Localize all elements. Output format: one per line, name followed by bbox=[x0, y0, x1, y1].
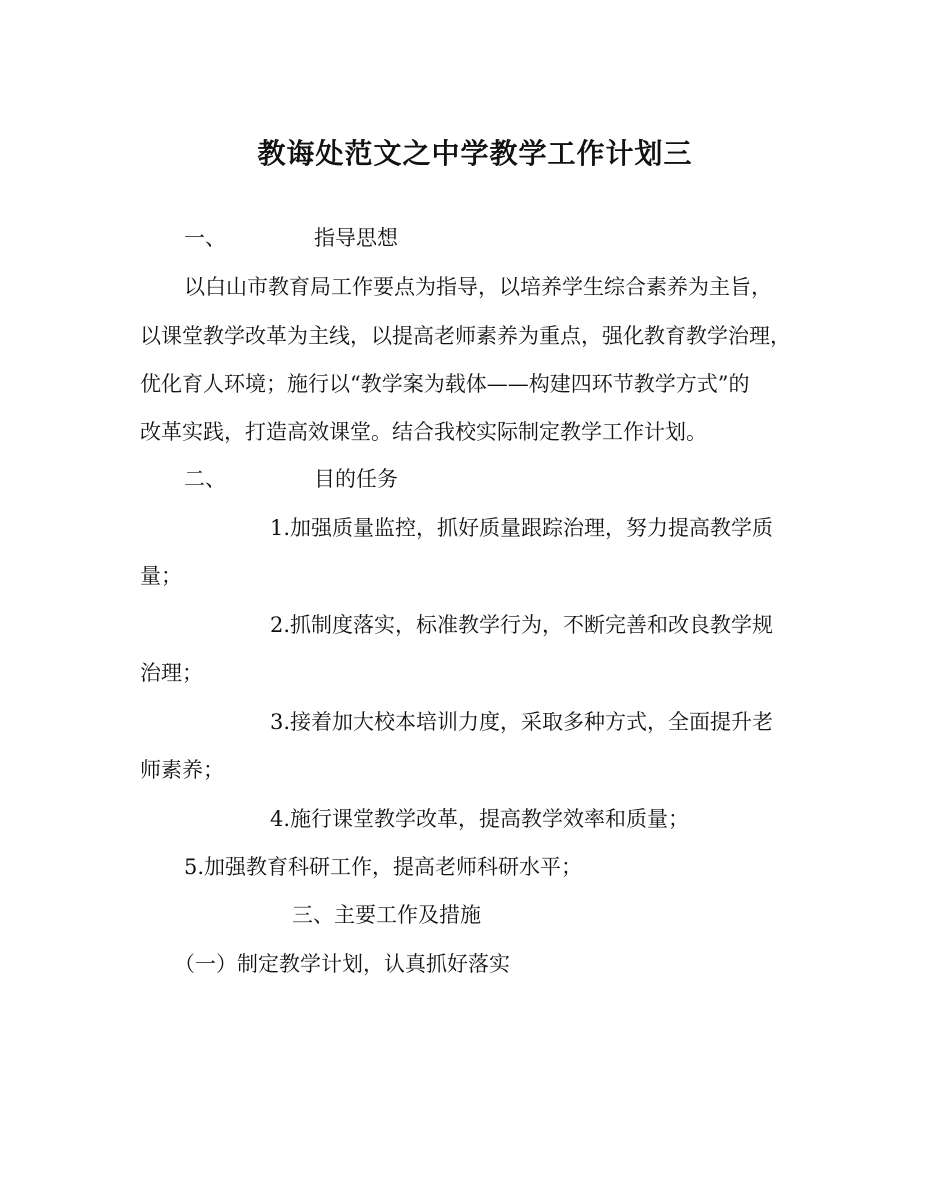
section-heading-guiding-ideology bbox=[184, 223, 398, 253]
task-item-5: 5.加强教育科研工作，提高老师科研水平； bbox=[184, 855, 583, 879]
section-title: 目的任务 bbox=[314, 467, 398, 491]
task-item-3: 3.接着加大校本培训力度，采取多种方式，全面提升老 bbox=[270, 710, 774, 734]
task-item-4: 4.施行课堂教学改革，提高教学效率和质量； bbox=[270, 807, 690, 831]
paragraph-line: 以白山市教育局工作要点为指导，以培养学生综合素养为主旨， bbox=[184, 275, 772, 299]
paragraph-line: 优化育人环境；施行以“教学案为载体——构建四环节教学方式”的 bbox=[140, 372, 750, 396]
paragraph-line: 改革实践，打造高效课堂。结合我校实际制定教学工作计划。 bbox=[140, 420, 707, 444]
subsection-heading: （一）制定教学计划，认真抓好落实 bbox=[174, 952, 510, 976]
task-item-1: 1.加强质量监控，抓好质量跟踪治理，努力提高教学质 bbox=[270, 516, 774, 540]
task-item-2-continued: 治理； bbox=[140, 661, 203, 685]
section-number: 一、 bbox=[184, 226, 226, 250]
section-number: 二、 bbox=[184, 467, 226, 491]
section-title: 指导思想 bbox=[314, 226, 398, 250]
task-item-1-continued: 量； bbox=[140, 564, 182, 588]
task-item-2: 2.抓制度落实，标准教学行为，不断完善和改良教学规 bbox=[270, 613, 774, 637]
task-item-3-continued: 师素养； bbox=[140, 758, 224, 782]
section-heading-objectives bbox=[184, 464, 398, 494]
document-title: 教诲处范文之中学教学工作计划三 bbox=[257, 137, 693, 170]
paragraph-line: 以课堂教学改革为主线，以提高老师素养为重点，强化教育教学治理， bbox=[140, 324, 791, 348]
section-heading-main-work: 三、主要工作及措施 bbox=[292, 903, 481, 927]
